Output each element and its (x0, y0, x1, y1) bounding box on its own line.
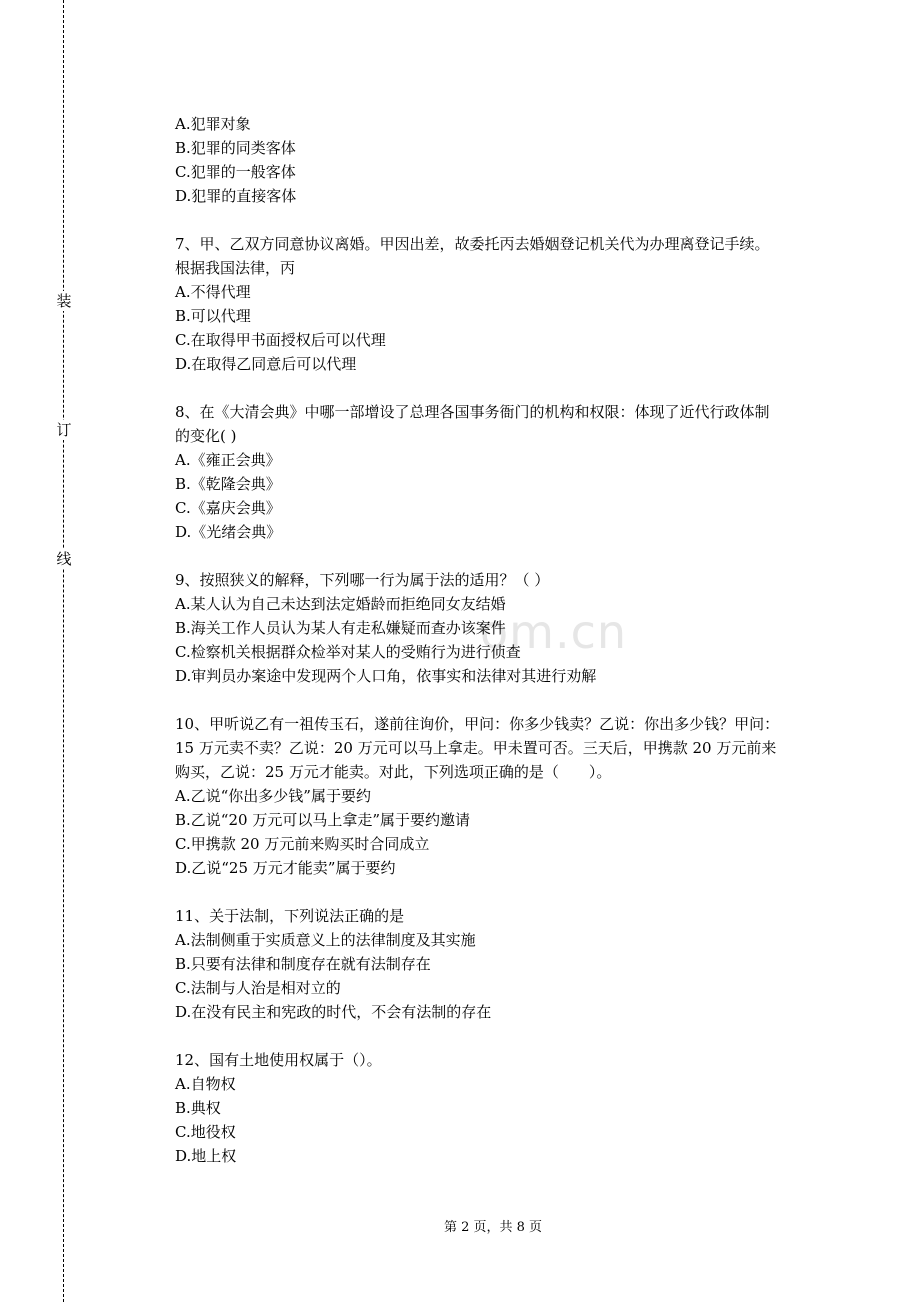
question-stem: 10、甲听说乙有一祖传玉石，遂前往询价，甲问：你多少钱卖？乙说：你出多少钱？甲问： (175, 715, 780, 733)
option-b: B.可以代理 (175, 307, 251, 325)
watermark: om.cn (480, 605, 628, 659)
question-7 (175, 232, 815, 376)
question-stem: 12、国有土地使用权属于（）。 (175, 1051, 382, 1069)
binding-char-ding: 订 (56, 421, 72, 439)
page-number-footer: 第 2 页，共 8 页 (443, 1220, 543, 1235)
option-d: D.犯罪的直接客体 (175, 187, 297, 205)
option-a: A.不得代理 (175, 283, 251, 301)
option-b: B.犯罪的同类客体 (175, 139, 296, 157)
question-stem: 8、在《大清会典》中哪一部增设了总理各国事务衙门的机构和权限：体现了近代行政体制 (175, 403, 770, 421)
option-c: C.法制与人治是相对立的 (175, 979, 341, 997)
binding-dashed-line (63, 0, 64, 1302)
question-stem: 7、甲、乙双方同意协议离婚。甲因出差，故委托丙去婚姻登记机关代为办理离登记手续。 (175, 235, 770, 253)
option-d: D.地上权 (175, 1147, 237, 1165)
option-a: A.某人认为自己未达到法定婚龄而拒绝同女友结婚 (175, 595, 506, 613)
option-a: A.乙说“你出多少钱”属于要约 (175, 787, 371, 805)
question-6-options (175, 112, 815, 208)
question-stem: 11、关于法制，下列说法正确的是 (175, 907, 405, 925)
binding-char-xian: 线 (56, 550, 72, 568)
question-stem: 的变化( ) (175, 427, 237, 445)
option-a: A.法制侧重于实质意义上的法律制度及其实施 (175, 931, 476, 949)
option-d: D.在取得乙同意后可以代理 (175, 355, 357, 373)
question-stem: 购买，乙说：25 万元才能卖。对此，下列选项正确的是（ ）。 (175, 763, 612, 781)
option-c: C.检察机关根据群众检举对某人的受贿行为进行侦查 (175, 643, 521, 661)
question-stem: 9、按照狭义的解释，下列哪一行为属于法的适用？（ ） (175, 571, 550, 589)
binding-char-zhuang: 装 (56, 292, 72, 310)
option-d: D.审判员办案途中发现两个人口角，依事实和法律对其进行劝解 (175, 667, 597, 685)
question-12 (175, 1048, 815, 1168)
option-a: A.犯罪对象 (175, 115, 251, 133)
option-a: A.《雍正会典》 (175, 451, 281, 469)
option-c: C.地役权 (175, 1123, 236, 1141)
option-a: A.自物权 (175, 1075, 236, 1093)
option-d: D.在没有民主和宪政的时代，不会有法制的存在 (175, 1003, 492, 1021)
option-d: D.《光绪会典》 (175, 523, 282, 541)
question-stem: 15 万元卖不卖？乙说：20 万元可以马上拿走。甲未置可否。三天后，甲携款 20 万元前来 (175, 739, 777, 757)
question-stem: 根据我国法律，丙 (175, 259, 296, 277)
question-9 (175, 568, 815, 688)
option-b: B.海关工作人员认为某人有走私嫌疑而查办该案件 (175, 619, 506, 637)
option-b: B.乙说“20 万元可以马上拿走”属于要约邀请 (175, 811, 470, 829)
option-d: D.乙说“25 万元才能卖”属于要约 (175, 859, 396, 877)
option-c: C.在取得甲书面授权后可以代理 (175, 331, 386, 349)
question-8 (175, 400, 815, 544)
option-c: C.犯罪的一般客体 (175, 163, 296, 181)
question-11 (175, 904, 815, 1024)
option-c: C.《嘉庆会典》 (175, 499, 281, 517)
option-b: B.只要有法律和制度存在就有法制存在 (175, 955, 431, 973)
question-10 (175, 712, 815, 880)
option-c: C.甲携款 20 万元前来购买时合同成立 (175, 835, 430, 853)
option-b: B.典权 (175, 1099, 221, 1117)
question-list (175, 112, 815, 1192)
option-b: B.《乾隆会典》 (175, 475, 281, 493)
